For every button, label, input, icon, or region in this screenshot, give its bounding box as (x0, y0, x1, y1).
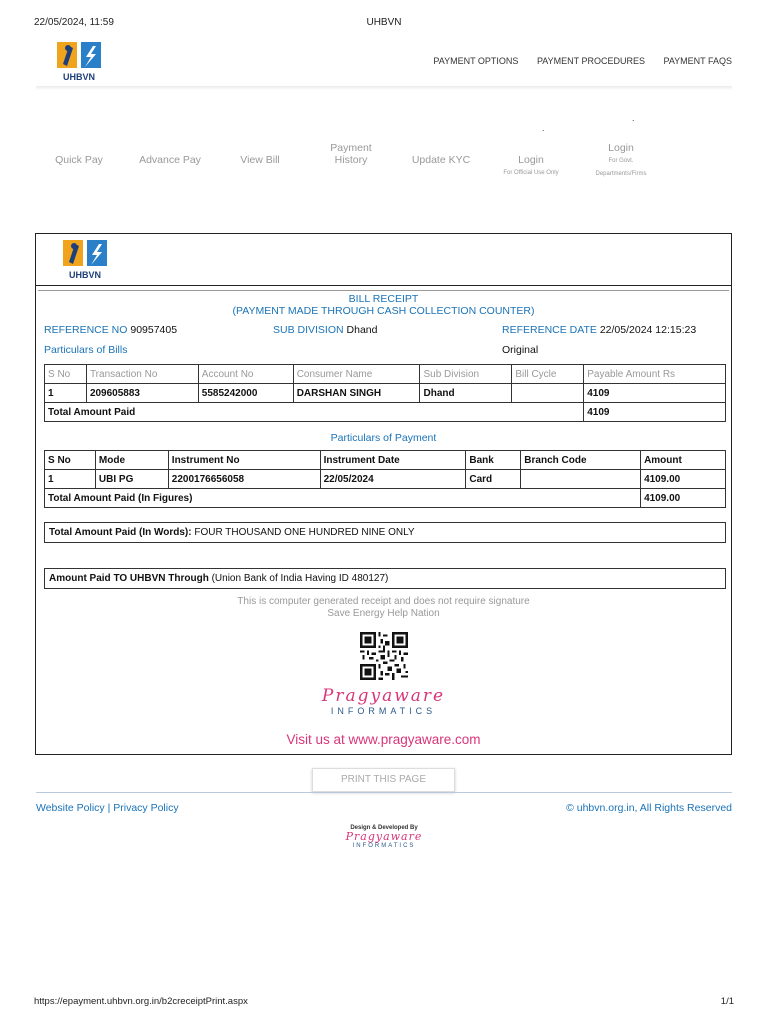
footer-links (36, 802, 179, 814)
bills-cell-transaction-no: 209605883 (86, 384, 198, 403)
print-page-button[interactable]: PRINT THIS PAGE (312, 768, 455, 792)
payment-total-label: Total Amount Paid (In Figures) (45, 489, 641, 508)
bills-header-row (45, 365, 726, 384)
sub-division-label: SUB DIVISION (273, 324, 344, 336)
payment-table (44, 450, 726, 508)
nav-update-kyc[interactable]: Update KYC (411, 154, 471, 166)
top-nav-payment-options[interactable]: PAYMENT OPTIONS (433, 56, 519, 66)
receipt-subtitle: (PAYMENT MADE THROUGH CASH COLLECTION COUNTER) (232, 305, 535, 317)
bills-header-cell: Sub Division (420, 365, 512, 384)
nav-login-official-sub: For Official Use Only (503, 170, 559, 176)
top-nav-payment-faqs[interactable]: PAYMENT FAQS (663, 56, 732, 66)
website-policy-link[interactable]: Website Policy (36, 802, 105, 814)
print-page-number: 1/1 (720, 996, 734, 1007)
bills-cell-consumer-name: DARSHAN SINGH (293, 384, 420, 403)
nav-dot: . (542, 123, 545, 133)
top-nav (417, 56, 732, 66)
particulars-bills-label: Particulars of Bills (44, 344, 128, 356)
pragyaware-informatics: INFORMATICS (330, 706, 437, 716)
paid-through-label: Amount Paid TO UHBVN Through (49, 573, 209, 584)
reference-no-value: 90957405 (130, 324, 178, 336)
site-header (36, 38, 732, 88)
visit-link[interactable]: Visit us at www.pragyaware.com (286, 732, 481, 747)
bills-header-cell: Consumer Name (293, 365, 420, 384)
bills-header-cell: Account No (198, 365, 293, 384)
payment-header-cell: Instrument Date (320, 451, 466, 470)
payment-cell-mode: UBI PG (95, 470, 168, 489)
credit-brand-informatics: INFORMATICS (352, 843, 416, 849)
receipt-info-row (44, 324, 724, 338)
payment-cell-amount: 4109.00 (641, 470, 726, 489)
payment-cell-branch-code (521, 470, 641, 489)
paid-through-value: (Union Bank of India Having ID 480127) (211, 573, 389, 584)
designed-by-label: Design & Developed By (350, 825, 418, 831)
copy-type: Original (502, 344, 539, 356)
pragyaware-brand (36, 686, 731, 716)
top-nav-payment-procedures[interactable]: PAYMENT PROCEDURES (536, 56, 645, 66)
bills-cell-sno: 1 (45, 384, 87, 403)
payment-header-cell: Instrument No (168, 451, 320, 470)
uhbvn-logo (61, 238, 109, 282)
bills-cell-account-no: 5585242000 (198, 384, 293, 403)
nav-login-official-label: Login (518, 154, 544, 166)
bills-cell-sub-division: Dhand (420, 384, 512, 403)
designed-by-credit (0, 825, 768, 849)
paid-through (44, 568, 726, 589)
payment-header-cell: Branch Code (521, 451, 641, 470)
nav-payment-history-line1: Payment (330, 142, 372, 154)
payment-header-cell: S No (45, 451, 96, 470)
nav-login-official[interactable] (491, 154, 571, 180)
nav-advance-pay[interactable]: Advance Pay (139, 154, 201, 166)
pragyaware-script: Pragyaware (321, 686, 446, 706)
bills-cell-payable-amount: 4109 (584, 384, 726, 403)
nav-quick-pay[interactable]: Quick Pay (55, 154, 103, 166)
bills-header-cell: Transaction No (86, 365, 198, 384)
table-row (45, 470, 726, 489)
receipt-note-signature: This is computer generated receipt and does not require signature (237, 596, 530, 607)
nav-dot: . (632, 113, 635, 123)
privacy-policy-link[interactable]: Privacy Policy (113, 802, 179, 814)
nav-login-govt-sub1: For Govt. (608, 158, 634, 164)
bills-total-label: Total Amount Paid (45, 403, 584, 422)
reference-date-value: 22/05/2024 12:15:23 (599, 324, 697, 336)
main-nav (36, 140, 656, 186)
bills-header-cell: S No (45, 365, 87, 384)
bills-table (44, 364, 726, 422)
print-url: https://epayment.uhbvn.org.in/b2creceiptPrint.aspx (34, 996, 248, 1007)
payment-cell-instrument-no: 2200176656058 (168, 470, 320, 489)
footer-divider (36, 792, 732, 793)
bills-total-value: 4109 (584, 403, 726, 422)
copyright: © uhbvn.org.in, All Rights Reserved (566, 802, 732, 814)
bills-cell-bill-cycle (512, 384, 584, 403)
nav-payment-history[interactable] (311, 142, 391, 166)
nav-login-govt[interactable] (581, 142, 661, 180)
bills-total-row (45, 403, 726, 422)
sub-division (273, 324, 377, 336)
payment-cell-bank: Card (466, 470, 521, 489)
receipt-logo-row (36, 234, 731, 286)
receipt-title: BILL RECEIPT (348, 293, 419, 305)
reference-date-label: REFERENCE DATE (502, 324, 597, 336)
bills-header-cell: Payable Amount Rs (584, 365, 726, 384)
payment-header-cell: Amount (641, 451, 726, 470)
header-shadow (36, 86, 732, 90)
nav-view-bill[interactable]: View Bill (240, 154, 280, 166)
bills-header-cell: Bill Cycle (512, 365, 584, 384)
bill-receipt (35, 233, 732, 755)
payment-total-value: 4109.00 (641, 489, 726, 508)
payment-header-cell: Bank (466, 451, 521, 470)
nav-login-govt-label: Login (608, 142, 634, 154)
logo-text: UHBVN (62, 72, 96, 82)
receipt-note (36, 596, 731, 620)
print-title: UHBVN (366, 17, 402, 28)
amount-in-words (44, 522, 726, 543)
payment-header-row (45, 451, 726, 470)
print-datetime: 22/05/2024, 11:59 (34, 17, 114, 28)
reference-no (44, 324, 177, 336)
nav-payment-history-line2: History (334, 154, 368, 166)
receipt-divider (38, 290, 729, 291)
receipt-note-slogan: Save Energy Help Nation (327, 608, 440, 619)
footer-link-divider: | (104, 802, 114, 814)
particulars-payment-label: Particulars of Payment (330, 432, 437, 444)
reference-date (502, 324, 696, 336)
amount-in-words-label: Total Amount Paid (In Words): (49, 527, 192, 538)
qr-code-icon (360, 632, 408, 680)
nav-login-govt-sub2: Departments/Firms (595, 171, 647, 177)
table-row (45, 384, 726, 403)
payment-total-row (45, 489, 726, 508)
payment-header-cell: Mode (95, 451, 168, 470)
uhbvn-logo[interactable] (55, 40, 103, 84)
amount-in-words-value: FOUR THOUSAND ONE HUNDRED NINE ONLY (194, 527, 415, 538)
receipt-title-block (36, 293, 731, 317)
payment-cell-instrument-date: 22/05/2024 (320, 470, 466, 489)
receipt-logo-text: UHBVN (68, 270, 102, 280)
payment-cell-sno: 1 (45, 470, 96, 489)
sub-division-value: Dhand (346, 324, 378, 336)
credit-brand-script[interactable]: Pragyaware (345, 830, 423, 843)
reference-no-label: REFERENCE NO (44, 324, 128, 336)
